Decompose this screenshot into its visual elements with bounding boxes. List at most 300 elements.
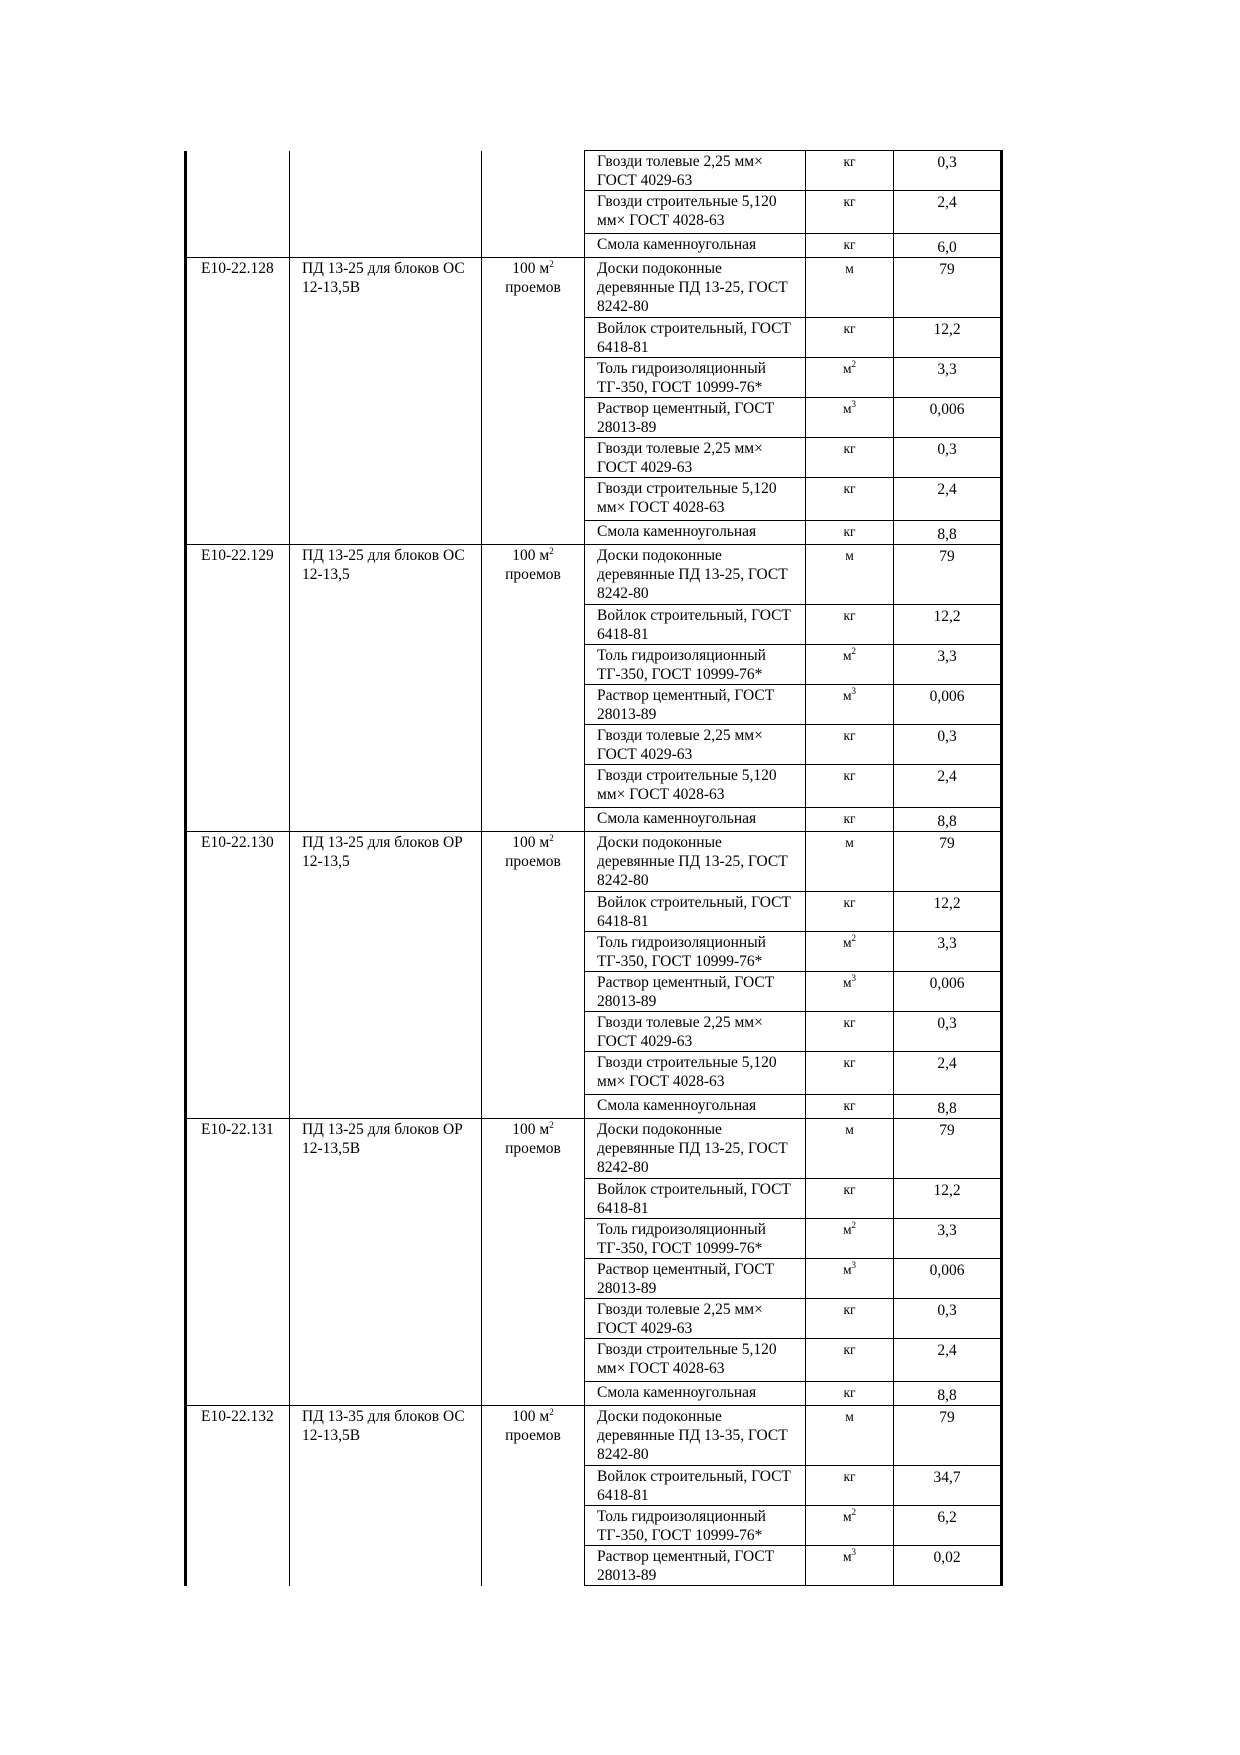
material-unit: кг: [843, 481, 856, 496]
material-name: Смола каменноугольная: [597, 236, 757, 253]
material-quantity: 79: [939, 1409, 955, 1426]
material-name: Гвозди толевые 2,25 мм× ГОСТ 4029-63: [597, 153, 763, 189]
cell-unit: [806, 398, 894, 438]
material-unit: м: [842, 648, 852, 663]
table-row: [186, 1466, 1002, 1506]
table-row: [186, 1546, 1002, 1586]
cell-code: [186, 892, 290, 932]
table-row: [186, 1119, 1002, 1179]
material-name: Толь гидроизоляционный ТГ-350, ГОСТ 10999-76*: [597, 647, 766, 683]
cell-material: [585, 258, 806, 318]
norms-table-body: [186, 151, 1002, 1586]
table-row: [186, 191, 1002, 234]
cell-value: [894, 398, 1002, 438]
cell-unit: [806, 258, 894, 318]
cell-material: [585, 892, 806, 932]
material-name: Гвозди строительные 5,120 мм× ГОСТ 4028-63: [597, 1341, 777, 1377]
cell-material: [585, 932, 806, 972]
cell-measure: [482, 1466, 585, 1506]
cell-name: [290, 1466, 482, 1506]
table-row: [186, 1259, 1002, 1299]
measure-unit: 100 м: [512, 260, 550, 277]
cell-measure: [482, 1095, 585, 1119]
cell-name: [290, 972, 482, 1012]
cell-value: [894, 318, 1002, 358]
cell-name: [290, 1406, 482, 1466]
cell-value: [894, 1095, 1002, 1119]
cell-name: [290, 1259, 482, 1299]
material-quantity: 2,4: [937, 481, 957, 498]
material-quantity: 3,3: [937, 935, 957, 952]
table-row: [186, 1299, 1002, 1339]
material-unit: кг: [843, 524, 856, 539]
measure-unit: 100 м: [512, 1121, 550, 1138]
material-quantity: 12,2: [933, 321, 961, 338]
cell-measure: [482, 151, 585, 191]
cell-material: [585, 1506, 806, 1546]
cell-measure: [482, 1259, 585, 1299]
material-quantity: 6,2: [937, 1509, 957, 1526]
cell-measure: [482, 685, 585, 725]
table-row: [186, 318, 1002, 358]
table-row: [186, 1052, 1002, 1095]
norm-code: Е10-22.132: [201, 1408, 274, 1425]
material-unit: кг: [843, 1302, 856, 1317]
cell-code: [186, 1259, 290, 1299]
material-unit: м: [842, 401, 852, 416]
material-unit-exponent: 3: [851, 399, 857, 409]
cell-value: [894, 1052, 1002, 1095]
material-quantity: 0,3: [937, 1015, 957, 1032]
cell-value: [894, 1406, 1002, 1466]
table-row: [186, 478, 1002, 521]
material-quantity: 2,4: [937, 768, 957, 785]
cell-code: [186, 765, 290, 808]
material-quantity: 3,3: [937, 648, 957, 665]
material-name: Доски подоконные деревянные ПД 13-25, ГОСТ 8242-80: [597, 547, 788, 602]
material-quantity: 3,3: [937, 1222, 957, 1239]
table-row: [186, 725, 1002, 765]
material-quantity: 3,3: [937, 361, 957, 378]
cell-unit: [806, 1506, 894, 1546]
material-unit: м: [842, 1262, 852, 1277]
material-unit: м: [842, 361, 852, 376]
material-quantity: 34,7: [933, 1469, 961, 1486]
material-quantity: 0,02: [933, 1549, 961, 1566]
material-unit: кг: [843, 154, 856, 169]
cell-measure: [482, 1119, 585, 1179]
cell-material: [585, 1259, 806, 1299]
cell-material: [585, 832, 806, 892]
table-row: [186, 1406, 1002, 1466]
cell-code: [186, 1406, 290, 1466]
material-unit: м: [842, 935, 852, 950]
material-unit-exponent: 2: [851, 1507, 857, 1517]
table-row: [186, 151, 1002, 191]
measure-unit: 100 м: [512, 834, 550, 851]
material-quantity: 79: [939, 548, 955, 565]
material-name: Раствор цементный, ГОСТ 28013-89: [597, 400, 775, 436]
cell-material: [585, 1466, 806, 1506]
material-name: Гвозди строительные 5,120 мм× ГОСТ 4028-63: [597, 480, 777, 516]
norms-table: [184, 150, 1003, 1586]
material-name: Гвозди толевые 2,25 мм× ГОСТ 4029-63: [597, 727, 763, 763]
cell-code: [186, 521, 290, 545]
cell-code: [186, 1299, 290, 1339]
material-unit: кг: [843, 768, 856, 783]
cell-code: [186, 234, 290, 258]
material-unit: кг: [843, 441, 856, 456]
table-row: [186, 1012, 1002, 1052]
cell-value: [894, 1179, 1002, 1219]
material-name: Гвозди толевые 2,25 мм× ГОСТ 4029-63: [597, 1014, 763, 1050]
cell-unit: [806, 1095, 894, 1119]
material-unit: м: [842, 975, 852, 990]
cell-value: [894, 1546, 1002, 1586]
cell-value: [894, 1466, 1002, 1506]
cell-measure: [482, 545, 585, 605]
cell-name: [290, 545, 482, 605]
cell-unit: [806, 191, 894, 234]
cell-material: [585, 1119, 806, 1179]
cell-unit: [806, 1406, 894, 1466]
cell-measure: [482, 398, 585, 438]
cell-unit: [806, 1546, 894, 1586]
cell-name: [290, 358, 482, 398]
measure-unit: 100 м: [512, 547, 550, 564]
cell-code: [186, 685, 290, 725]
cell-measure: [482, 1339, 585, 1382]
cell-material: [585, 1219, 806, 1259]
measure-unit-exponent: 2: [549, 546, 554, 556]
cell-material: [585, 545, 806, 605]
cell-name: [290, 685, 482, 725]
material-unit: кг: [843, 1469, 856, 1484]
cell-code: [186, 398, 290, 438]
cell-measure: [482, 1406, 585, 1466]
cell-unit: [806, 1179, 894, 1219]
cell-name: [290, 1119, 482, 1179]
material-unit: кг: [843, 1098, 856, 1113]
material-name: Раствор цементный, ГОСТ 28013-89: [597, 687, 775, 723]
material-quantity: 0,3: [937, 441, 957, 458]
cell-name: [290, 808, 482, 832]
material-quantity: 2,4: [937, 194, 957, 211]
material-name: Гвозди строительные 5,120 мм× ГОСТ 4028-63: [597, 193, 777, 229]
cell-measure: [482, 1382, 585, 1406]
material-unit: кг: [843, 1182, 856, 1197]
cell-material: [585, 521, 806, 545]
cell-code: [186, 258, 290, 318]
material-name: Гвозди строительные 5,120 мм× ГОСТ 4028-63: [597, 767, 777, 803]
cell-code: [186, 358, 290, 398]
norm-name: ПД 13-35 для блоков ОС 12-13,5В: [302, 1408, 465, 1444]
cell-measure: [482, 1179, 585, 1219]
cell-material: [585, 685, 806, 725]
material-quantity: 8,8: [937, 1387, 957, 1404]
measure-unit-suffix: проемов: [505, 279, 561, 296]
cell-value: [894, 151, 1002, 191]
table-row: [186, 234, 1002, 258]
cell-value: [894, 832, 1002, 892]
cell-code: [186, 1219, 290, 1259]
cell-material: [585, 725, 806, 765]
cell-measure: [482, 234, 585, 258]
material-unit-exponent: 3: [851, 973, 857, 983]
table-row: [186, 358, 1002, 398]
cell-unit: [806, 1259, 894, 1299]
cell-value: [894, 808, 1002, 832]
cell-value: [894, 725, 1002, 765]
cell-unit: [806, 1466, 894, 1506]
material-quantity: 0,006: [929, 401, 965, 418]
cell-name: [290, 1219, 482, 1259]
material-quantity: 12,2: [933, 1182, 961, 1199]
cell-measure: [482, 1299, 585, 1339]
material-name: Раствор цементный, ГОСТ 28013-89: [597, 1261, 775, 1297]
cell-unit: [806, 1219, 894, 1259]
cell-unit: [806, 645, 894, 685]
cell-value: [894, 358, 1002, 398]
table-row: [186, 545, 1002, 605]
norm-name: ПД 13-25 для блоков ОР 12-13,5В: [302, 1121, 463, 1157]
material-name: Смола каменноугольная: [597, 1384, 757, 1401]
table-row: [186, 258, 1002, 318]
material-name: Смола каменноугольная: [597, 523, 757, 540]
material-unit: м: [845, 1409, 854, 1424]
cell-unit: [806, 358, 894, 398]
measure-unit-suffix: проемов: [505, 853, 561, 870]
table-row: [186, 1382, 1002, 1406]
material-name: Раствор цементный, ГОСТ 28013-89: [597, 1548, 775, 1584]
cell-name: [290, 1382, 482, 1406]
cell-measure: [482, 258, 585, 318]
material-unit-exponent: 2: [851, 646, 857, 656]
measure-unit-exponent: 2: [549, 259, 554, 269]
cell-code: [186, 1466, 290, 1506]
table-row: [186, 1219, 1002, 1259]
cell-material: [585, 398, 806, 438]
cell-material: [585, 151, 806, 191]
cell-value: [894, 1506, 1002, 1546]
norm-name: ПД 13-25 для блоков ОР 12-13,5: [302, 834, 463, 870]
table-row: [186, 972, 1002, 1012]
material-name: Толь гидроизоляционный ТГ-350, ГОСТ 10999-76*: [597, 360, 766, 396]
measure-unit-exponent: 2: [549, 833, 554, 843]
cell-value: [894, 234, 1002, 258]
cell-code: [186, 1095, 290, 1119]
material-name: Толь гидроизоляционный ТГ-350, ГОСТ 10999-76*: [597, 934, 766, 970]
cell-unit: [806, 932, 894, 972]
cell-name: [290, 645, 482, 685]
cell-code: [186, 318, 290, 358]
material-unit: м: [845, 1122, 854, 1137]
cell-material: [585, 1012, 806, 1052]
cell-measure: [482, 972, 585, 1012]
cell-value: [894, 521, 1002, 545]
cell-name: [290, 438, 482, 478]
cell-measure: [482, 808, 585, 832]
material-name: Доски подоконные деревянные ПД 13-25, ГОСТ 8242-80: [597, 1121, 788, 1176]
cell-unit: [806, 972, 894, 1012]
cell-value: [894, 1382, 1002, 1406]
cell-measure: [482, 478, 585, 521]
table-row: [186, 1506, 1002, 1546]
cell-code: [186, 725, 290, 765]
material-name: Доски подоконные деревянные ПД 13-35, ГОСТ 8242-80: [597, 1408, 788, 1463]
cell-code: [186, 605, 290, 645]
table-row: [186, 892, 1002, 932]
cell-value: [894, 258, 1002, 318]
material-quantity: 8,8: [937, 526, 957, 543]
material-unit: м: [842, 1222, 852, 1237]
material-quantity: 8,8: [937, 813, 957, 830]
cell-material: [585, 318, 806, 358]
cell-measure: [482, 1012, 585, 1052]
cell-code: [186, 545, 290, 605]
table-row: [186, 832, 1002, 892]
material-unit: кг: [843, 1055, 856, 1070]
cell-code: [186, 932, 290, 972]
cell-measure: [482, 1052, 585, 1095]
cell-material: [585, 1095, 806, 1119]
cell-unit: [806, 438, 894, 478]
material-unit: м: [845, 548, 854, 563]
material-name: Доски подоконные деревянные ПД 13-25, ГОСТ 8242-80: [597, 834, 788, 889]
cell-measure: [482, 438, 585, 478]
cell-measure: [482, 832, 585, 892]
cell-value: [894, 1339, 1002, 1382]
cell-code: [186, 1012, 290, 1052]
table-row: [186, 605, 1002, 645]
cell-unit: [806, 832, 894, 892]
cell-name: [290, 605, 482, 645]
cell-name: [290, 258, 482, 318]
cell-measure: [482, 1219, 585, 1259]
material-unit: кг: [843, 811, 856, 826]
material-quantity: 12,2: [933, 608, 961, 625]
measure-unit-suffix: проемов: [505, 566, 561, 583]
norm-code: Е10-22.129: [201, 547, 274, 564]
cell-code: [186, 972, 290, 1012]
cell-value: [894, 545, 1002, 605]
cell-unit: [806, 765, 894, 808]
cell-material: [585, 234, 806, 258]
material-quantity: 12,2: [933, 895, 961, 912]
material-unit: кг: [843, 1015, 856, 1030]
cell-unit: [806, 892, 894, 932]
measure-unit-suffix: проемов: [505, 1427, 561, 1444]
cell-code: [186, 1119, 290, 1179]
table-row: [186, 645, 1002, 685]
cell-name: [290, 191, 482, 234]
material-quantity: 79: [939, 1122, 955, 1139]
cell-name: [290, 1095, 482, 1119]
cell-material: [585, 478, 806, 521]
cell-code: [186, 645, 290, 685]
cell-material: [585, 605, 806, 645]
cell-value: [894, 1219, 1002, 1259]
material-unit: кг: [843, 895, 856, 910]
norm-code: Е10-22.130: [201, 834, 274, 851]
cell-value: [894, 765, 1002, 808]
material-unit-exponent: 3: [851, 1260, 857, 1270]
cell-name: [290, 1179, 482, 1219]
cell-code: [186, 478, 290, 521]
cell-unit: [806, 478, 894, 521]
cell-code: [186, 191, 290, 234]
material-quantity: 79: [939, 261, 955, 278]
cell-material: [585, 808, 806, 832]
cell-material: [585, 1052, 806, 1095]
cell-value: [894, 1299, 1002, 1339]
cell-name: [290, 318, 482, 358]
norm-code: Е10-22.131: [201, 1121, 274, 1138]
material-name: Смола каменноугольная: [597, 1097, 757, 1114]
cell-unit: [806, 1012, 894, 1052]
material-name: Гвозди толевые 2,25 мм× ГОСТ 4029-63: [597, 1301, 763, 1337]
cell-name: [290, 1339, 482, 1382]
table-row: [186, 932, 1002, 972]
measure-unit: 100 м: [512, 1408, 550, 1425]
cell-unit: [806, 545, 894, 605]
cell-unit: [806, 808, 894, 832]
table-row: [186, 808, 1002, 832]
material-name: Войлок строительный, ГОСТ 6418-81: [597, 1181, 791, 1217]
cell-value: [894, 191, 1002, 234]
norm-name: ПД 13-25 для блоков ОС 12-13,5: [302, 547, 465, 583]
cell-value: [894, 478, 1002, 521]
material-name: Гвозди строительные 5,120 мм× ГОСТ 4028-63: [597, 1054, 777, 1090]
cell-measure: [482, 318, 585, 358]
cell-value: [894, 972, 1002, 1012]
cell-material: [585, 1299, 806, 1339]
table-row: [186, 1095, 1002, 1119]
cell-measure: [482, 645, 585, 685]
cell-unit: [806, 1339, 894, 1382]
cell-name: [290, 892, 482, 932]
cell-material: [585, 1382, 806, 1406]
material-name: Войлок строительный, ГОСТ 6418-81: [597, 320, 791, 356]
cell-name: [290, 1012, 482, 1052]
material-unit: кг: [843, 728, 856, 743]
material-name: Гвозди толевые 2,25 мм× ГОСТ 4029-63: [597, 440, 763, 476]
material-unit: м: [845, 261, 854, 276]
material-quantity: 0,3: [937, 728, 957, 745]
material-name: Смола каменноугольная: [597, 810, 757, 827]
cell-unit: [806, 1052, 894, 1095]
material-name: Войлок строительный, ГОСТ 6418-81: [597, 1468, 791, 1504]
measure-unit-exponent: 2: [549, 1120, 554, 1130]
cell-name: [290, 1052, 482, 1095]
material-quantity: 0,006: [929, 975, 965, 992]
cell-code: [186, 1506, 290, 1546]
material-name: Войлок строительный, ГОСТ 6418-81: [597, 607, 791, 643]
table-row: [186, 1179, 1002, 1219]
cell-material: [585, 1179, 806, 1219]
cell-name: [290, 398, 482, 438]
cell-material: [585, 1339, 806, 1382]
cell-value: [894, 1259, 1002, 1299]
cell-code: [186, 1546, 290, 1586]
material-quantity: 0,3: [937, 154, 957, 171]
cell-code: [186, 438, 290, 478]
cell-value: [894, 1119, 1002, 1179]
material-unit: кг: [843, 1385, 856, 1400]
material-unit: кг: [843, 194, 856, 209]
cell-unit: [806, 521, 894, 545]
cell-measure: [482, 358, 585, 398]
